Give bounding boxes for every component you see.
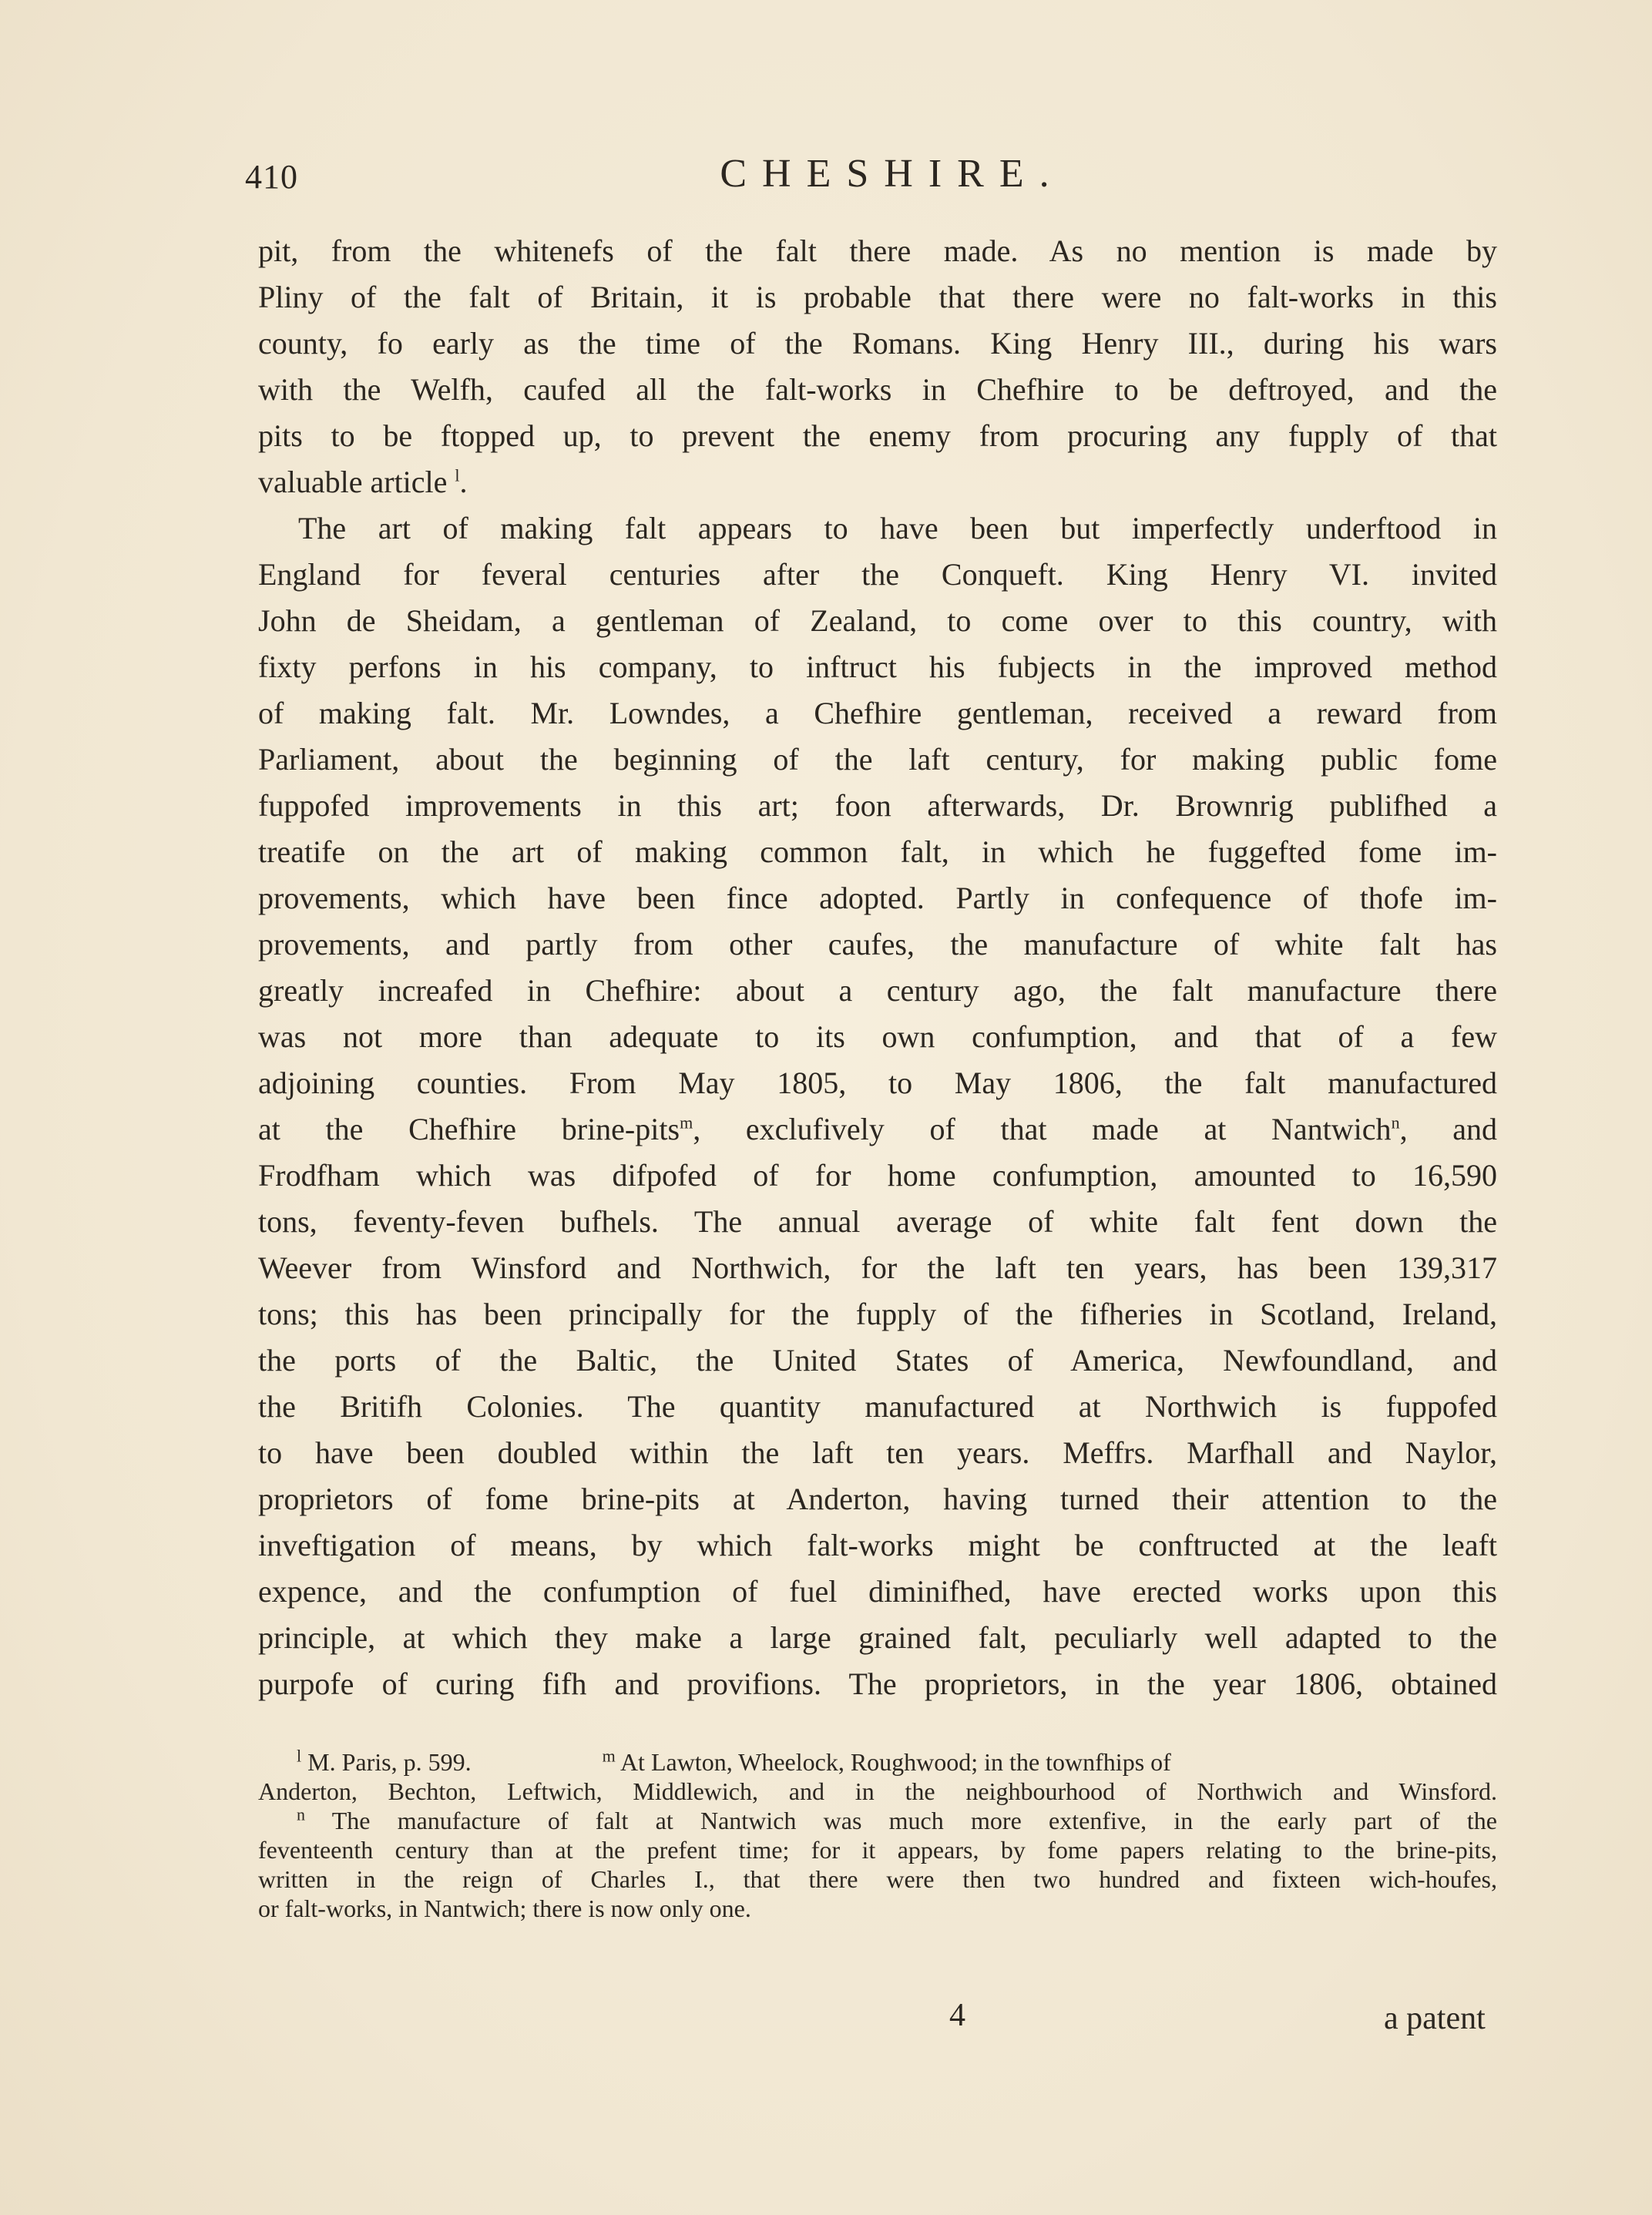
text-line: Parliament, about the beginning of the laft century, for making public fome: [258, 742, 1497, 777]
text-line: Frodfham which was difpofed of for home confumption, amounted to 16,590: [258, 1158, 1497, 1193]
running-title: CHESHIRE.: [720, 152, 1065, 196]
footnote-mark-l: l: [297, 1746, 302, 1766]
text-line: Weever from Winsford and Northwich, for the laft ten years, has been 139,317: [258, 1250, 1497, 1285]
page-header: [245, 151, 1509, 205]
text-line: John de Sheidam, a gentleman of Zealand, to come over to this country, with: [258, 603, 1497, 638]
text-segment: , and: [1399, 1112, 1498, 1146]
text-segment: valuable article: [258, 465, 448, 499]
footnote-n: The manufacture of falt at Nantwich was much more extenfive, in the early part of the: [331, 1807, 1498, 1834]
text-segment: .: [459, 465, 468, 499]
text-segment: , exclufively of that made at Nantwich: [693, 1112, 1392, 1146]
text-line: greatly increafed in Chefhire: about a century ago, the falt manufacture there: [258, 973, 1497, 1008]
text-line: proprietors of fome brine-pits at Anderton, having turned their attention to the: [258, 1482, 1497, 1516]
text-line: fixty perfons in his company, to inftruct his fubjects in the improved method: [258, 649, 1497, 684]
text-line: principle, at which they make a large grained falt, peculiarly well adapted to the: [258, 1620, 1497, 1655]
text-segment: at the Chefhire brine-pits: [258, 1112, 680, 1146]
catchword: a patent: [1384, 2001, 1486, 2036]
footnote-ref-l: l: [455, 465, 460, 485]
text-line: pit, from the whitenefs of the falt there made. As no mention is made by: [258, 233, 1497, 268]
text-line: the Britifh Colonies. The quantity manufactured at Northwich is fuppofed: [258, 1389, 1497, 1424]
text-line: was not more than adequate to its own confumption, and that of a few: [258, 1019, 1497, 1054]
text-line: pits to be ftopped up, to prevent the enemy from procuring any fupply of that: [258, 418, 1497, 453]
footnote-ref-m: m: [680, 1113, 693, 1133]
text-line: fuppofed improvements in this art; foon afterwards, Dr. Brownrig publifhed a: [258, 788, 1497, 823]
text-line: with the Welfh, caufed all the falt-works in Chefhire to be deftroyed, and the: [258, 372, 1497, 407]
footnote-line: [258, 1747, 1497, 1777]
text-line: [258, 459, 1497, 505]
text-line: tons; this has been principally for the fupply of the fifheries in Scotland, Ireland,: [258, 1297, 1497, 1331]
footnote-ref-n: n: [1391, 1113, 1400, 1133]
paragraph-1: [258, 228, 1497, 505]
text-line: provements, which have been fince adopted. Partly in confequence of thofe im-: [258, 881, 1497, 915]
paragraph-2: [258, 505, 1497, 1707]
text-line: treatife on the art of making common falt, in which he fuggefted fome im-: [258, 834, 1497, 869]
page-number: 410: [245, 158, 298, 196]
text-line: the ports of the Baltic, the United States of America, Newfoundland, and: [258, 1343, 1497, 1378]
text-line: of making falt. Mr. Lowndes, a Chefhire gentleman, received a reward from: [258, 696, 1497, 730]
text-line: to have been doubled within the laft ten years. Meffrs. Marfhall and Naylor,: [258, 1435, 1497, 1470]
footnote-l: M. Paris, p. 599.: [307, 1748, 472, 1776]
footnote-line: written in the reign of Charles I., that there were then two hundred and fixteen wich-houfes,: [258, 1865, 1497, 1893]
body-text: [258, 228, 1497, 1707]
footnote-line: Anderton, Bechton, Leftwich, Middlewich, and in the neighbourhood of Northwich and Winsford.: [258, 1777, 1497, 1805]
text-line: expence, and the confumption of fuel diminifhed, have erected works upon this: [258, 1574, 1497, 1609]
text-line: The art of making falt appears to have been but imperfectly underftood in: [298, 511, 1497, 545]
text-line: England for feveral centuries after the Conqueft. King Henry VI. invited: [258, 557, 1497, 592]
text-line: provements, and partly from other caufes, the manufacture of white falt has: [258, 927, 1497, 962]
text-line: county, fo early as the time of the Romans. King Henry III., during his wars: [258, 326, 1497, 361]
footnote-line: feventeenth century than at the prefent time; for it appears, by fome papers relating to the brine-pits,: [258, 1836, 1497, 1864]
text-line: adjoining counties. From May 1805, to May 1806, the falt manufactured: [258, 1066, 1497, 1100]
text-line: inveftigation of means, by which falt-works might be conftructed at the leaft: [258, 1528, 1497, 1562]
signature-mark: 4: [949, 1998, 965, 2033]
text-line: Pliny of the falt of Britain, it is probable that there were no falt-works in this: [258, 280, 1497, 314]
text-line: tons, feventy-feven bufhels. The annual average of white falt fent down the: [258, 1204, 1497, 1239]
footnote-line: [258, 1806, 1497, 1835]
footnote-line: or falt-works, in Nantwich; there is now only one.: [258, 1894, 751, 1922]
footnote-mark-m: m: [602, 1746, 616, 1766]
footnote-mark-n: n: [297, 1804, 305, 1824]
footnote-m: At Lawton, Wheelock, Roughwood; in the townfhips of: [620, 1748, 1171, 1776]
text-line: purpofe of curing fifh and provifions. The proprietors, in the year 1806, obtained: [258, 1666, 1497, 1701]
footnotes: [258, 1747, 1497, 1923]
text-line: [258, 1106, 1497, 1153]
